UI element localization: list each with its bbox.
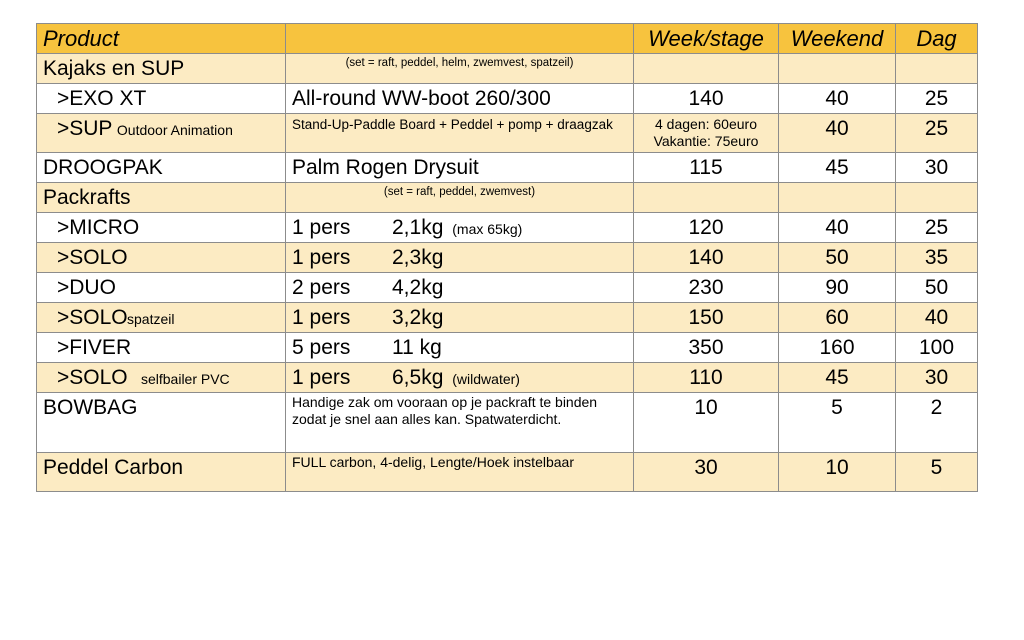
table-row-solo-spatzeil [37, 303, 978, 333]
product-desc: FULL carbon, 4-delig, Lengte/Hoek instelbaar [292, 454, 574, 470]
product-weight: 6,5kg [392, 366, 444, 389]
product-pers: 1 pers [292, 306, 351, 329]
product-name: >SUP [57, 117, 113, 140]
table-row-peddel [37, 453, 978, 492]
product-pers: 1 pers [292, 366, 351, 389]
price-dag: 25 [896, 84, 978, 114]
product-weight: 4,2kg [392, 276, 444, 299]
price-weekend: 160 [779, 333, 896, 363]
price-weekend: 45 [779, 363, 896, 393]
section-label-kajaks: Kajaks en SUP [43, 57, 185, 80]
section-row-kajaks [37, 54, 978, 84]
price-weekend: 40 [779, 84, 896, 114]
price-week: 110 [634, 363, 779, 393]
price-week: 120 [634, 213, 779, 243]
product-name: >EXO XT [57, 87, 147, 110]
price-week: 150 [634, 303, 779, 333]
section-label-packrafts: Packrafts [43, 186, 131, 209]
price-weekend: 45 [779, 153, 896, 183]
table-row-micro [37, 213, 978, 243]
product-sub: Outdoor Animation [116, 122, 233, 138]
price-week-line1: 4 dagen: 60euro [655, 116, 757, 132]
product-extra: (max 65kg) [452, 221, 523, 237]
product-desc: Stand-Up-Paddle Board + Peddel + pomp + draagzak [292, 117, 613, 132]
price-weekend: 40 [779, 114, 896, 153]
product-pers: 2 pers [292, 276, 351, 299]
product-weight: 2,3kg [392, 246, 444, 269]
table-row-sup [37, 114, 978, 153]
product-name: BOWBAG [43, 396, 138, 419]
product-name: DROOGPAK [43, 156, 163, 179]
table-row-droogpak [37, 153, 978, 183]
price-weekend: 90 [779, 273, 896, 303]
price-weekend: 5 [779, 393, 896, 453]
price-week-line2: Vakantie: 75euro [653, 133, 759, 149]
price-dag: 40 [896, 303, 978, 333]
table-row-exo [37, 84, 978, 114]
table-row-fiver [37, 333, 978, 363]
product-name: >SOLO [57, 246, 128, 269]
header-dag: Dag [916, 26, 957, 51]
table-row-solo [37, 243, 978, 273]
product-desc: All-round WW-boot 260/300 [292, 87, 551, 110]
header-weekend: Weekend [790, 26, 884, 51]
header-week: Week/stage [648, 26, 764, 51]
product-desc: Handige zak om vooraan op je packraft te binden zodat je snel aan alles kan. Spatwaterdicht. [292, 394, 598, 427]
price-weekend: 50 [779, 243, 896, 273]
product-sub: spatzeil [127, 311, 175, 327]
product-name: >DUO [57, 276, 116, 299]
product-extra: (wildwater) [452, 371, 520, 387]
price-weekend: 10 [779, 453, 896, 492]
price-weekend: 40 [779, 213, 896, 243]
table-row-duo [37, 273, 978, 303]
table-row-bowbag [37, 393, 978, 453]
price-dag: 2 [896, 393, 978, 453]
product-name: >SOLO [57, 366, 128, 389]
product-weight: 11 kg [392, 336, 442, 359]
product-name: Peddel Carbon [43, 456, 184, 479]
price-week: 30 [634, 453, 779, 492]
price-week: 115 [634, 153, 779, 183]
price-dag: 30 [896, 153, 978, 183]
table-row-solo-selfbailer [37, 363, 978, 393]
product-name: >SOLO [57, 306, 128, 329]
section-row-packrafts [37, 183, 978, 213]
price-week: 140 [634, 243, 779, 273]
price-week: 10 [634, 393, 779, 453]
product-pers: 5 pers [292, 336, 351, 359]
header-product: Product [43, 26, 119, 51]
section-note-kajaks: (set = raft, peddel, helm, zwemvest, spatzeil) [345, 57, 574, 69]
product-sub: selfbailer PVC [140, 371, 230, 387]
price-dag: 5 [896, 453, 978, 492]
price-weekend: 60 [779, 303, 896, 333]
section-note-packrafts: (set = raft, peddel, zwemvest) [383, 186, 536, 198]
price-week: 140 [634, 84, 779, 114]
product-weight: 2,1kg [392, 216, 444, 239]
price-dag: 35 [896, 243, 978, 273]
price-week: 350 [634, 333, 779, 363]
price-dag: 30 [896, 363, 978, 393]
price-dag: 50 [896, 273, 978, 303]
header-row [37, 24, 978, 54]
price-dag: 100 [896, 333, 978, 363]
product-pers: 1 pers [292, 246, 351, 269]
price-dag: 25 [896, 213, 978, 243]
price-week: 230 [634, 273, 779, 303]
product-pers: 1 pers [292, 216, 351, 239]
product-desc: Palm Rogen Drysuit [292, 156, 479, 179]
price-table [36, 23, 978, 492]
product-weight: 3,2kg [392, 306, 444, 329]
product-name: >FIVER [57, 336, 132, 359]
price-dag: 25 [896, 114, 978, 153]
product-name: >MICRO [57, 216, 140, 239]
